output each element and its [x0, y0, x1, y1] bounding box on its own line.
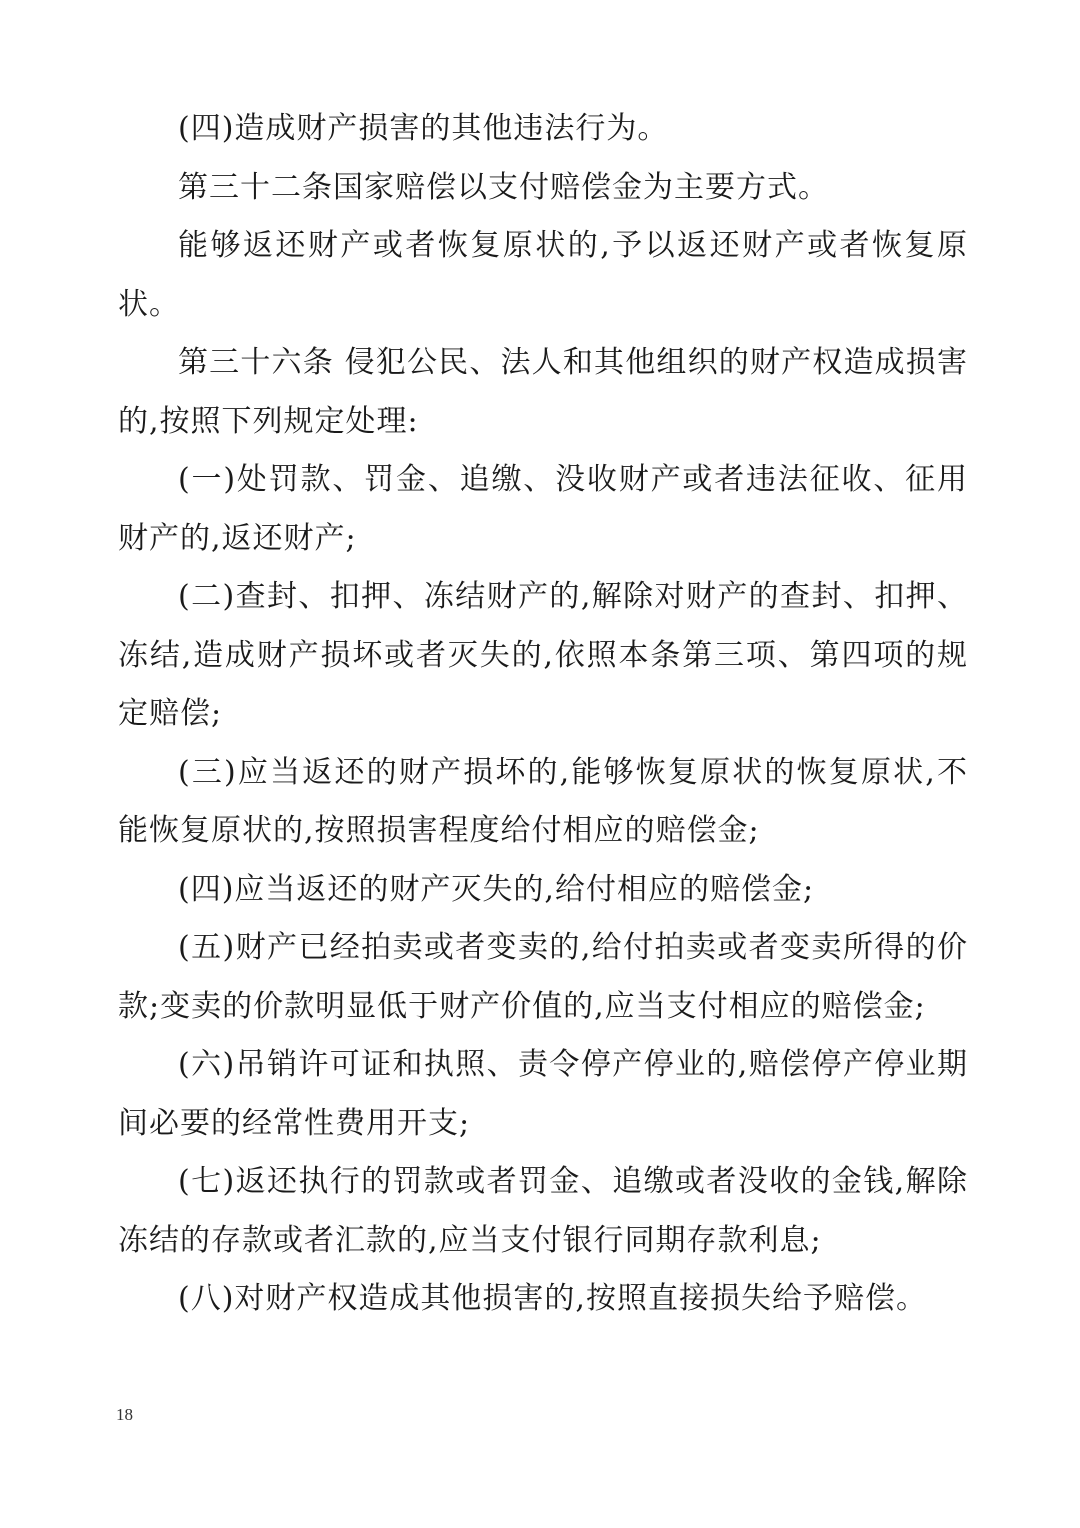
- paragraph-article-36: 第三十六条 侵犯公民、法人和其他组织的财产权造成损害的,按照下列规定处理:: [118, 345, 968, 439]
- paragraph-item-8: (八)对财产权造成其他损害的,按照直接损失给予赔偿。: [178, 1281, 927, 1316]
- paragraph-item-4b: (四)应当返还的财产灭失的,给付相应的赔偿金;: [178, 871, 815, 907]
- paragraph-article-32: 第三十二条国家赔偿以支付赔偿金为主要方式。: [178, 169, 829, 205]
- page-number: 18: [116, 1405, 133, 1424]
- paragraph-item-5: (五)财产已经拍卖或者变卖的,给付拍卖或者变卖所得的价款;变卖的价款明显低于财产价值的,应当支付相应的赔偿金;: [118, 930, 968, 1024]
- paragraph-item-1: (一)处罚款、罚金、追缴、没收财产或者违法征收、征用财产的,返还财产;: [118, 462, 968, 556]
- paragraph-item-2: (二)查封、扣押、冻结财产的,解除对财产的查封、扣押、冻结,造成财产损坏或者灭失的,依照本条第三项、第四项的规定赔偿;: [118, 579, 968, 731]
- paragraph-item-6: (六)吊销许可证和执照、责令停产停业的,赔偿停产停业期间必要的经常性费用开支;: [118, 1047, 968, 1141]
- body-text: [118, 100, 968, 1329]
- paragraph-item-4: (四)造成财产损害的其他违法行为。: [178, 111, 669, 146]
- paragraph-item-7: (七)返还执行的罚款或者罚金、追缴或者没收的金钱,解除冻结的存款或者汇款的,应当支付银行同期存款利息;: [118, 1164, 968, 1258]
- paragraph-article-32-clause: 能够返还财产或者恢复原状的,予以返还财产或者恢复原状。: [118, 228, 968, 322]
- paragraph-item-3: (三)应当返还的财产损坏的,能够恢复原状的恢复原状,不能恢复原状的,按照损害程度给付相应的赔偿金;: [118, 754, 968, 848]
